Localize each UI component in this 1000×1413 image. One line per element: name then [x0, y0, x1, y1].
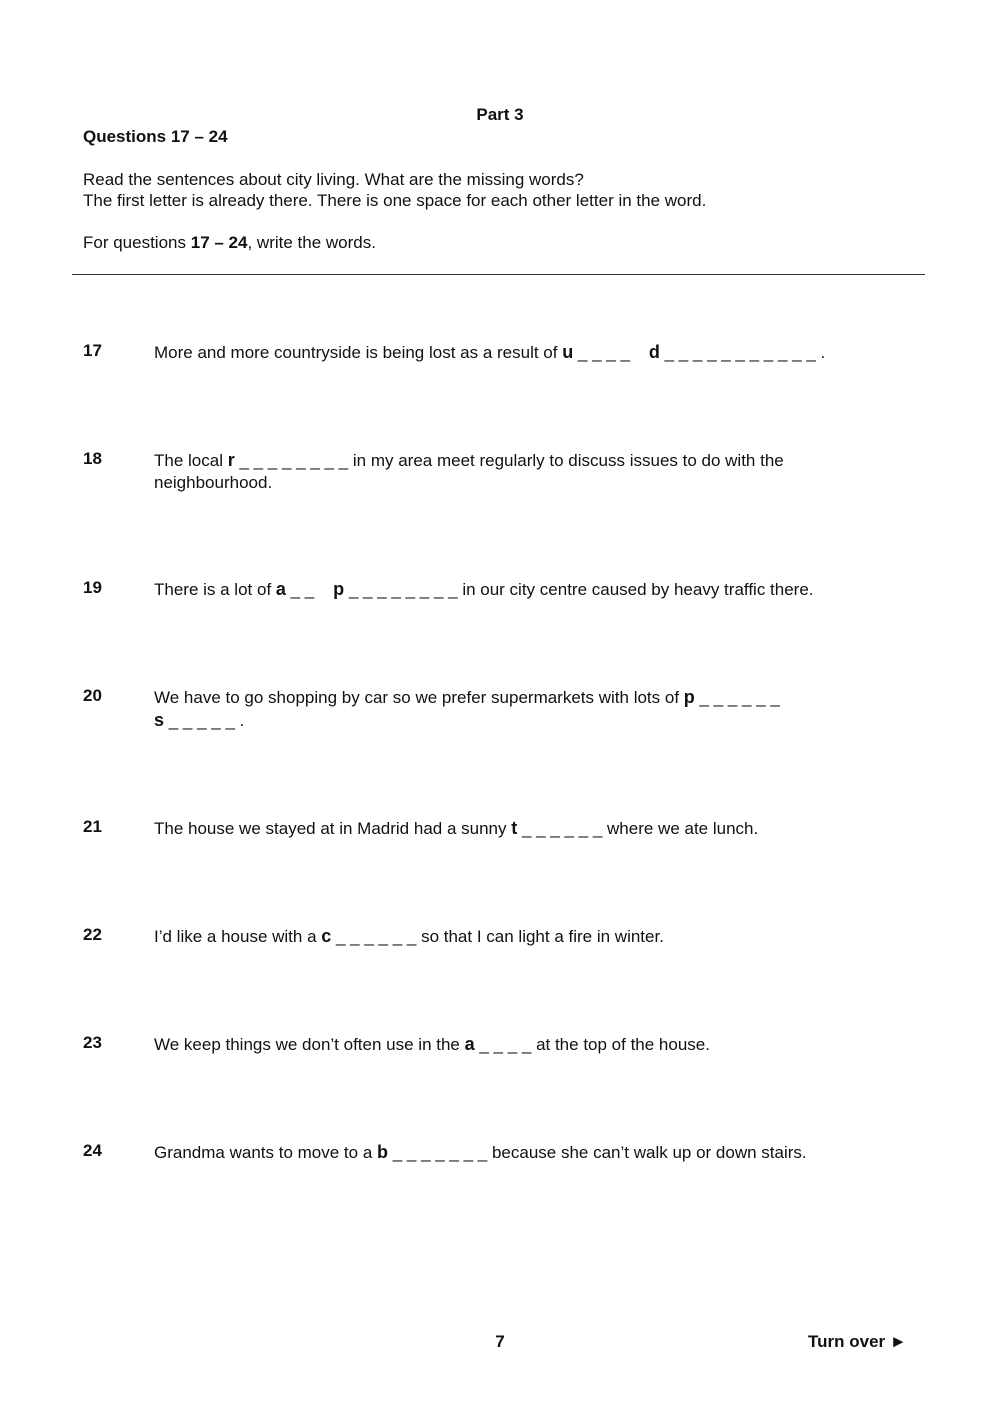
q23-text-2: at the top of the house.	[536, 1035, 710, 1054]
part-title: Part 3	[476, 105, 524, 124]
q17-text-1: More and more countryside is being lost as a result of	[154, 343, 563, 362]
q19-gap-1: _ _	[285, 580, 334, 599]
page-number: 7	[495, 1332, 505, 1351]
question-text-23	[154, 1033, 914, 1056]
instruction-3-range: 17 – 24	[190, 233, 248, 252]
q19-hint-2: p	[333, 579, 345, 599]
q17-hint-2: d	[648, 342, 660, 362]
q22-hint-1: c	[321, 926, 332, 946]
q21-gap-1: _ _ _ _ _ _	[517, 819, 608, 838]
q24-gap-1: _ _ _ _ _ _ _	[388, 1143, 492, 1162]
q22-gap-1: _ _ _ _ _ _	[331, 927, 422, 946]
q20-hint-1: p	[683, 687, 695, 707]
q22-text-1: I’d like a house with a	[154, 927, 322, 946]
q23-text-1: We keep things we don’t often use in the	[154, 1035, 465, 1054]
question-text-17	[154, 341, 914, 364]
q20-gap-1: _ _ _ _ _ _	[694, 688, 780, 707]
q20-text-1: We have to go shopping by car so we prefer supermarkets with lots of	[154, 688, 684, 707]
q22-text-2: so that I can light a fire in winter.	[421, 927, 664, 946]
turn-over-label: Turn over ►	[808, 1332, 907, 1351]
question-text-19	[154, 578, 914, 601]
q17-gap-1: _ _ _ _	[573, 343, 649, 362]
q20-hint-2: s	[154, 710, 165, 730]
question-number-17: 17	[83, 341, 102, 360]
section-divider	[72, 274, 925, 275]
q20-text-2: .	[239, 711, 245, 730]
instruction-3-pre: For questions	[83, 233, 191, 252]
q24-text-2: because she can’t walk up or down stairs.	[491, 1143, 807, 1162]
q21-hint-1: t	[511, 818, 518, 838]
q19-text-1: There is a lot of	[154, 580, 276, 599]
q18-gap-1: _ _ _ _ _ _ _ _	[234, 451, 353, 470]
q21-text-1: The house we stayed at in Madrid had a sunny	[154, 819, 512, 838]
q17-gap-2: _ _ _ _ _ _ _ _ _ _ _	[659, 343, 821, 362]
q24-text-1: Grandma wants to move to a	[154, 1143, 377, 1162]
questions-range-heading: Questions 17 – 24	[83, 127, 228, 146]
question-text-24	[154, 1141, 914, 1164]
question-text-22	[154, 925, 914, 948]
question-number-18: 18	[83, 449, 102, 468]
instruction-line-1: Read the sentences about city living. What are the missing words?	[83, 170, 584, 189]
q23-hint-1: a	[464, 1034, 475, 1054]
q18-hint-1: r	[227, 450, 235, 470]
q24-hint-1: b	[377, 1142, 388, 1162]
question-number-24: 24	[83, 1141, 102, 1160]
q18-text-1: The local	[154, 451, 228, 470]
question-text-18	[154, 449, 914, 494]
q18-text-3: neighbourhood.	[154, 473, 273, 492]
q19-text-2: in our city centre caused by heavy traffic there.	[462, 580, 814, 599]
question-number-23: 23	[83, 1033, 102, 1052]
question-number-20: 20	[83, 686, 102, 705]
q19-gap-2: _ _ _ _ _ _ _ _	[344, 580, 463, 599]
q20-gap-2: _ _ _ _ _	[164, 711, 240, 730]
q18-text-2: in my area meet regularly to discuss issues to do with the	[352, 451, 784, 470]
q17-text-2: .	[820, 343, 826, 362]
question-text-21	[154, 817, 914, 840]
question-number-21: 21	[83, 817, 102, 836]
question-text-20	[154, 686, 914, 732]
q21-text-2: where we ate lunch.	[607, 819, 759, 838]
q19-hint-1: a	[275, 579, 286, 599]
q23-gap-1: _ _ _ _	[474, 1035, 537, 1054]
question-number-22: 22	[83, 925, 102, 944]
instruction-line-3	[83, 233, 376, 253]
instruction-line-2: The first letter is already there. There is one space for each other letter in the word.	[83, 191, 707, 210]
question-number-19: 19	[83, 578, 102, 597]
q17-hint-1: u	[562, 342, 574, 362]
instruction-3-post: , write the words.	[247, 233, 376, 252]
